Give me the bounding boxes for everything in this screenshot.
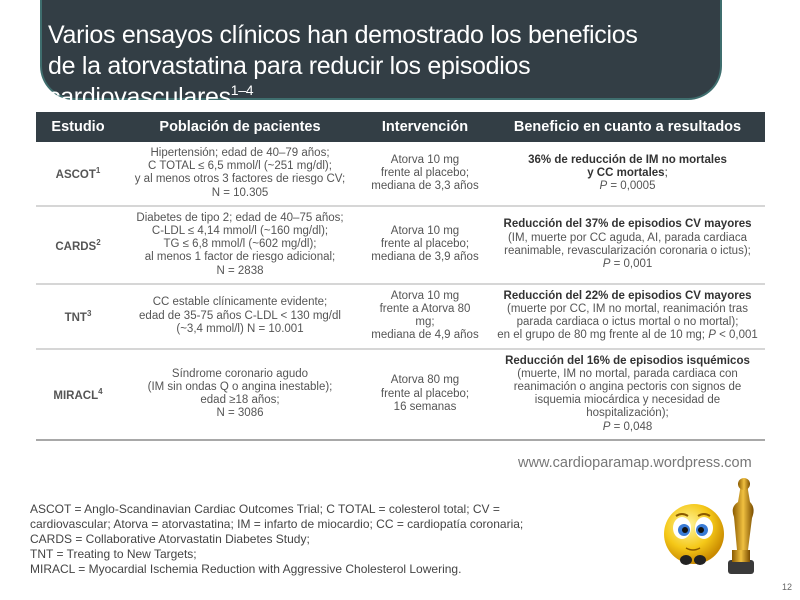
p-value: = 0,001 (610, 258, 653, 271)
p-value: < 0,001 (715, 329, 758, 342)
benefit-headline (494, 154, 761, 167)
title-reference-superscript: 1–4 (230, 82, 254, 98)
population-line: TG ≤ 6,8 mmol/l (~602 mg/dl); (163, 238, 317, 251)
benefit-cell (490, 206, 765, 284)
study-name-cell (36, 349, 120, 440)
abbreviation-line: TNT = Treating to New Targets; (30, 547, 197, 561)
intervention-cell (360, 142, 490, 206)
study-name: CARDS (55, 240, 97, 253)
trials-table (36, 112, 765, 441)
population-line: al menos 1 factor de riesgo adicional; (144, 251, 336, 264)
p-value-line (494, 258, 761, 271)
benefit-suffix: ; (664, 166, 668, 179)
abbreviation-line: ASCOT = Anglo-Scandinavian Cardiac Outcomes Trial; C TOTAL = colesterol total; CV = (30, 502, 500, 516)
intervention-cell (360, 349, 490, 440)
intervention-cell (360, 284, 490, 349)
benefit-headline-text: Reducción del 16% de episodios isquémicos (505, 354, 750, 367)
header-population: Población de pacientes (120, 112, 360, 142)
benefit-headline (494, 167, 761, 180)
intervention-line: frente a Atorva 80 (379, 303, 471, 316)
intervention-line: frente al placebo; (380, 387, 470, 400)
population-cell (120, 206, 360, 284)
intervention-line: Atorva 80 mg (390, 374, 460, 387)
p-value: = 0,0005 (607, 180, 656, 192)
population-line: y al menos otros 3 factores de riesgo CV; (134, 173, 346, 186)
p-label: P (602, 258, 611, 271)
header-benefit: Beneficio en cuanto a resultados (490, 112, 765, 142)
population-line: edad de 35-75 años C-LDL < 130 mg/dl (139, 309, 341, 322)
population-line: N = 3086 (216, 407, 264, 420)
benefit-headline (494, 218, 761, 231)
study-name: MIRACL (53, 390, 99, 403)
intervention-line: mg; (415, 316, 435, 329)
study-reference: 2 (96, 237, 101, 247)
study-name-cell (36, 142, 120, 206)
population-line: (IM sin ondas Q o angina inestable); (147, 381, 333, 394)
header-intervention: Intervención (360, 112, 490, 142)
table-row (36, 206, 765, 284)
intervention-line: frente al placebo; (380, 166, 470, 179)
benefit-headline-text: Reducción del 22% de episodios CV mayores (503, 289, 752, 302)
table-header-row (36, 112, 765, 142)
p-label: P (602, 420, 611, 433)
p-value-line (494, 329, 761, 342)
population-line: C TOTAL ≤ 6,5 mmol/l (~251 mg/dl); (148, 160, 332, 173)
population-line: N = 2838 (216, 264, 264, 277)
benefit-headline-text: Reducción del 37% de episodios CV mayores (503, 218, 752, 231)
benefit-headline-text: 36% de reducción de IM no mortales (528, 153, 727, 166)
intervention-line: Atorva 10 mg (390, 153, 460, 166)
benefit-detail-line: (muerte por CC, IM no mortal, reanimación tras (507, 303, 748, 316)
benefit-detail-line: (IM, muerte por CC aguda, AI, parada cardiaca (507, 231, 748, 244)
study-name-cell (36, 206, 120, 284)
p-value-context: en el grupo de 80 mg frente al de 10 mg; (497, 329, 709, 342)
population-line: edad ≥18 años; (200, 394, 280, 407)
benefit-headline-text: y CC mortales (587, 166, 665, 179)
population-line: C-LDL ≤ 4,14 mmol/l (~160 mg/dl); (151, 225, 329, 238)
benefit-headline (494, 355, 761, 368)
table-row (36, 142, 765, 206)
study-reference: 3 (86, 309, 92, 319)
slide-title-text: Varios ensayos clínicos han demostrado los beneficios de la atorvastatina para reducir los episodios cardiovasculares (48, 21, 638, 111)
benefit-cell (490, 349, 765, 440)
study-name-cell (36, 284, 120, 349)
website-url: www.cardioparamap.wordpress.com (518, 455, 752, 471)
benefit-detail-line: reanimable, revascularización coronaria o ictus); (504, 244, 751, 257)
intervention-cell (360, 206, 490, 284)
population-line: CC estable clínicamente evidente; (152, 296, 328, 309)
benefit-detail-line: reanimación o angina pectoris con signos de (513, 381, 742, 394)
intervention-line: mediana de 4,9 años (371, 329, 479, 342)
benefit-detail-line: (muerte, IM no mortal, parada cardiaca con (517, 367, 738, 380)
intervention-line: Atorva 10 mg (390, 225, 460, 238)
population-cell (120, 142, 360, 206)
abbreviation-line: CARDS = Collaborative Atorvastatin Diabetes Study; (30, 532, 310, 546)
p-label: P (599, 180, 608, 192)
intervention-line: Atorva 10 mg (390, 289, 460, 302)
study-name: TNT (64, 312, 87, 325)
smiley-with-oscar-statuette-icon (660, 472, 760, 582)
population-cell (120, 284, 360, 349)
study-name: ASCOT (55, 169, 96, 182)
benefit-detail-line: parada cardiaca o ictus mortal o no mortal); (516, 316, 739, 329)
population-line: Diabetes de tipo 2; edad de 40–75 años; (136, 211, 344, 224)
population-line: N = 10.305 (211, 186, 269, 199)
study-reference: 1 (95, 166, 101, 176)
population-cell (120, 349, 360, 440)
p-value: = 0,048 (610, 420, 653, 433)
p-label: P (708, 329, 716, 342)
intervention-line: frente al placebo; (380, 238, 470, 251)
intervention-line: mediana de 3,3 años (371, 180, 479, 192)
population-line: Síndrome coronario agudo (171, 367, 309, 380)
table-row (36, 284, 765, 349)
p-value-line (494, 421, 761, 434)
study-reference: 4 (98, 387, 103, 397)
intervention-line: mediana de 3,9 años (371, 251, 479, 264)
intervention-line: 16 semanas (393, 400, 457, 413)
slide-title (48, 20, 668, 113)
benefit-detail-line: isquemia miocárdica y necesidad de hospitalización); (534, 394, 721, 420)
p-value-line (494, 180, 761, 193)
abbreviation-line: MIRACL = Myocardial Ischemia Reduction with Aggressive Cholesterol Lowering. (30, 562, 462, 576)
population-line: Hipertensión; edad de 40–79 años; (150, 147, 330, 159)
benefit-cell (490, 142, 765, 206)
benefit-cell (490, 284, 765, 349)
table-row (36, 349, 765, 440)
population-line: (~3,4 mmol/l) N = 10.001 (176, 322, 304, 335)
page-number: 12 (782, 582, 793, 592)
header-study: Estudio (36, 112, 120, 142)
benefit-headline (494, 290, 761, 303)
abbreviations-footnote (30, 502, 600, 577)
abbreviation-line: cardiovascular; Atorva = atorvastatina; IM = infarto de miocardio; CC = cardiopatía coronaria; (30, 517, 524, 531)
